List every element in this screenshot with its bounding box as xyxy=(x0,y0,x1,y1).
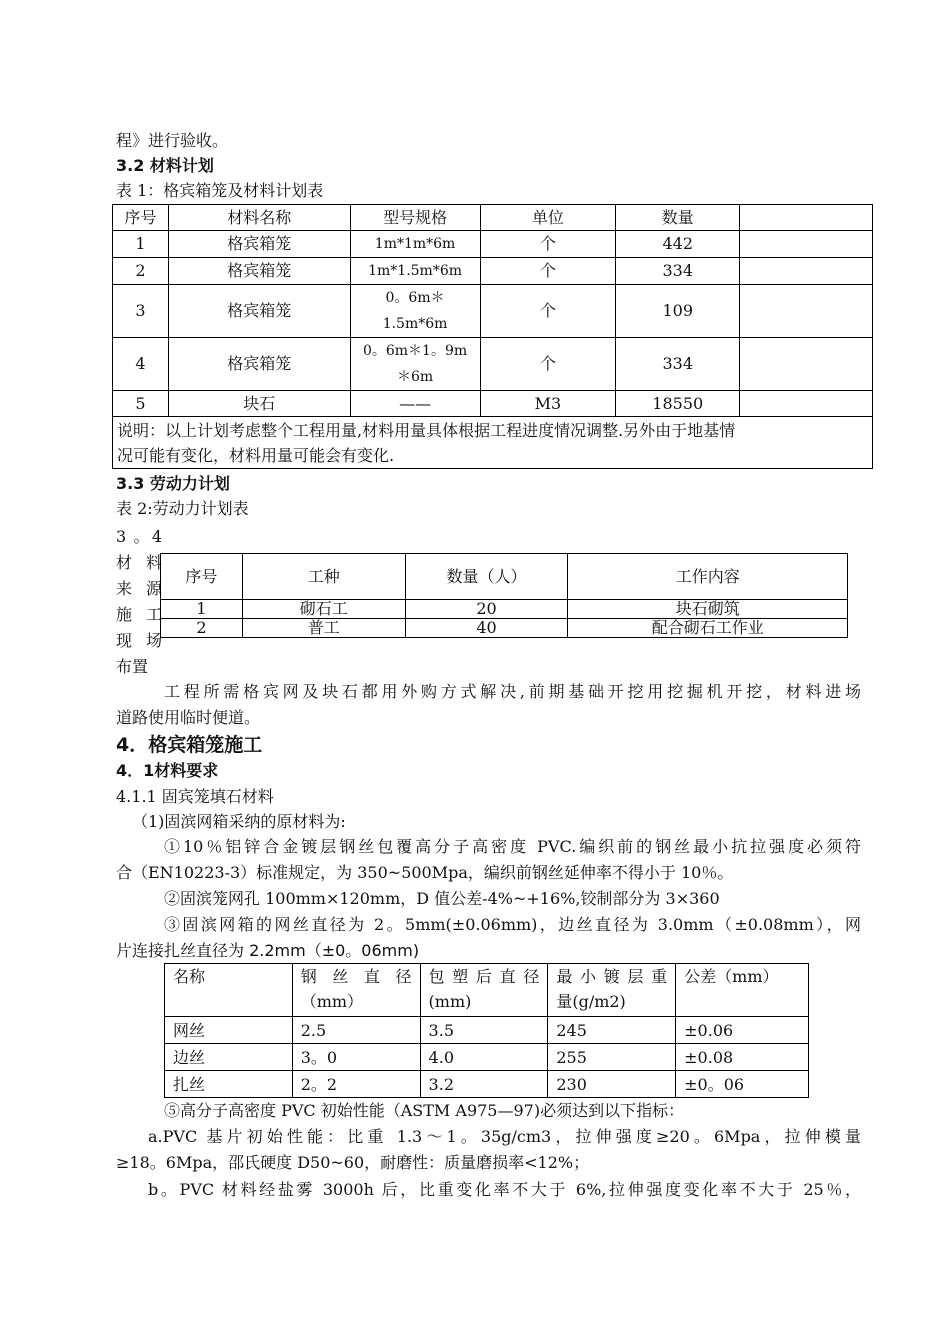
cell-coated-diameter: 3.5 xyxy=(420,1017,548,1044)
table-row xyxy=(165,1071,809,1098)
cell-count: 20 xyxy=(405,600,568,619)
side-line: 来 源 xyxy=(116,579,162,598)
cell-spec xyxy=(350,338,480,391)
header-cell: 型号规格 xyxy=(350,205,480,231)
cell-spec: 1m*1.5m*6m xyxy=(350,258,480,285)
header-cell: 序号 xyxy=(161,554,243,600)
para-line: 合（EN10223-3）标准规定，为 350~500Mpa，编织前钢丝延伸率不得小于 10％。 xyxy=(116,863,734,882)
cell-no: 4 xyxy=(113,338,169,391)
cell-spec xyxy=(350,285,480,338)
cell-coating-weight: 245 xyxy=(548,1017,676,1044)
cell-empty xyxy=(740,338,873,391)
cell-empty xyxy=(740,231,873,258)
cell-type: 普工 xyxy=(242,619,405,638)
cell-no: 5 xyxy=(113,391,169,417)
header-line: 包塑后直径 xyxy=(428,967,540,986)
cell-coating-weight: 255 xyxy=(548,1044,676,1071)
table-row xyxy=(161,600,848,619)
cell-empty xyxy=(740,285,873,338)
cell-tolerance: ±0。06 xyxy=(676,1071,809,1098)
requirement-5: ⑤高分子高密度 PVC 初始性能（ASTM A975—97)必须达到以下指标： xyxy=(164,1101,685,1120)
requirement-1 xyxy=(116,834,861,886)
cell-qty: 442 xyxy=(616,231,740,258)
cell-no: 3 xyxy=(113,285,169,338)
section-3-3-heading: 3.3 劳动力计划 xyxy=(116,474,230,493)
table-row xyxy=(113,338,873,391)
table-header-row xyxy=(161,554,848,600)
spec-line: ＊6m xyxy=(396,369,434,385)
cell-unit: 个 xyxy=(480,231,616,258)
para-line: ≥18。6Mpa，邵氏硬度 D50~60，耐磨性：质量磨损率<12%； xyxy=(116,1153,590,1172)
cell-tolerance: ±0.06 xyxy=(676,1017,809,1044)
note-line: 况可能有变化，材料用量可能会有变化. xyxy=(117,445,395,465)
header-cell xyxy=(420,964,548,1017)
para-line: 工程所需格宾网及块石都用外购方式解决,前期基础开挖用挖掘机开挖，材料进场 xyxy=(164,682,861,701)
cell-wire-diameter: 3。0 xyxy=(292,1044,420,1071)
table-header-row xyxy=(113,205,873,231)
requirement-2: ②固滨笼网孔 100mm×120mm，D 值公差-4%~+16%,铰制部分为 3×360 xyxy=(164,889,720,908)
para-line: ③固滨网箱的网丝直径为 2。5mm(±0.06mm)，边丝直径为 3.0mm（±0.08mm），网 xyxy=(164,915,861,934)
cell-work: 块石砌筑 xyxy=(568,600,848,619)
section-4-1-1-heading: 4.1.1 固宾笼填石材料 xyxy=(116,787,274,806)
cell-name: 网丝 xyxy=(165,1017,293,1044)
table-row xyxy=(113,285,873,338)
para-line: 道路使用临时便道。 xyxy=(116,708,261,727)
cell-name: 格宾箱笼 xyxy=(168,231,350,258)
table-header-row xyxy=(165,964,809,1017)
header-cell: 名称 xyxy=(165,964,293,1017)
cell-name: 扎丝 xyxy=(165,1071,293,1098)
cell-coated-diameter: 3.2 xyxy=(420,1071,548,1098)
table1-caption: 表 1：格宾箱笼及材料计划表 xyxy=(116,181,324,200)
table2-caption: 表 2:劳动力计划表 xyxy=(116,499,249,518)
header-line: 钢 丝 直 径 xyxy=(300,967,412,986)
side-line: 现 场 xyxy=(116,631,162,650)
item-1-text: （1)固滨网箱采纳的原材料为: xyxy=(132,812,346,831)
cell-tolerance: ±0.08 xyxy=(676,1044,809,1071)
cell-coating-weight: 230 xyxy=(548,1071,676,1098)
header-cell: 单位 xyxy=(480,205,616,231)
cell-empty xyxy=(740,258,873,285)
spec-line: 0。6m＊1。9m xyxy=(362,343,468,359)
cell-wire-diameter: 2。2 xyxy=(292,1071,420,1098)
header-cell: 工作内容 xyxy=(568,554,848,600)
header-line: 量(g/m2) xyxy=(556,992,626,1011)
cell-unit: 个 xyxy=(480,258,616,285)
header-cell: 数量（人） xyxy=(405,554,568,600)
header-cell xyxy=(740,205,873,231)
cell-name: 格宾箱笼 xyxy=(168,258,350,285)
cell-wire-diameter: 2.5 xyxy=(292,1017,420,1044)
para-line: b。PVC 材料经盐雾 3000h 后，比重变化率不大于 6%,拉伸强度变化率不大于 25％， xyxy=(148,1180,861,1199)
table-row xyxy=(113,258,873,285)
labor-plan-table xyxy=(160,553,848,638)
cell-no: 2 xyxy=(161,619,243,638)
cell-no: 1 xyxy=(113,231,169,258)
table-row xyxy=(113,391,873,417)
cell-qty: 334 xyxy=(616,258,740,285)
header-line: （mm） xyxy=(300,992,364,1011)
header-cell: 公差（mm） xyxy=(676,964,809,1017)
cell-unit: 个 xyxy=(480,338,616,391)
header-line: 最小镀层重 xyxy=(556,967,668,986)
continuation-line: 程》进行验收。 xyxy=(116,131,229,150)
side-line: 布置 xyxy=(116,657,149,676)
cell-name: 边丝 xyxy=(165,1044,293,1071)
para-line: ①10％铝锌合金镀层钢丝包覆高分子高密度 PVC.编织前的钢丝最小抗拉强度必须符 xyxy=(164,837,861,856)
note-line: 说明：以上计划考虑整个工程用量,材料用量具体根据工程进度情况调整.另外由于地基情 xyxy=(117,420,736,440)
cell-name: 格宾箱笼 xyxy=(168,285,350,338)
cell-no: 2 xyxy=(113,258,169,285)
section-4-1-heading: 4．1材料要求 xyxy=(116,761,219,780)
cell-empty xyxy=(740,391,873,417)
requirement-3 xyxy=(116,912,861,964)
cell-count: 40 xyxy=(405,619,568,638)
cell-name: 块石 xyxy=(168,391,350,417)
cell-qty: 109 xyxy=(616,285,740,338)
cell-spec: 1m*1m*6m xyxy=(350,231,480,258)
header-cell: 材料名称 xyxy=(168,205,350,231)
cell-coated-diameter: 4.0 xyxy=(420,1044,548,1071)
header-cell xyxy=(292,964,420,1017)
cell-no: 1 xyxy=(161,600,243,619)
header-cell: 工种 xyxy=(242,554,405,600)
table-note xyxy=(113,417,873,469)
spec-line: 0。6m＊ xyxy=(385,290,445,306)
cell-unit: 个 xyxy=(480,285,616,338)
pvc-initial-properties xyxy=(116,1124,861,1176)
materials-paragraph xyxy=(116,679,861,731)
table-row xyxy=(165,1017,809,1044)
section-3-2-heading: 3.2 材料计划 xyxy=(116,156,214,175)
cell-spec: —— xyxy=(350,391,480,417)
header-cell: 数量 xyxy=(616,205,740,231)
para-line: 片连接扎丝直径为 2.2mm（±0。06mm) xyxy=(116,941,420,960)
header-cell: 序号 xyxy=(113,205,169,231)
cell-qty: 18550 xyxy=(616,391,740,417)
table-row xyxy=(165,1044,809,1071)
pvc-salt-spray xyxy=(116,1177,861,1203)
para-line: a.PVC 基片初始性能：比重 1.3～1。35g/cm3，拉伸强度≥20。6Mpa，拉伸模量 xyxy=(148,1127,861,1146)
side-line: 施 工 xyxy=(116,605,162,624)
table-note-row xyxy=(113,417,873,469)
table-row xyxy=(113,231,873,258)
cell-qty: 334 xyxy=(616,338,740,391)
material-plan-table xyxy=(112,204,873,469)
wire-spec-table xyxy=(164,963,809,1098)
side-text xyxy=(116,524,162,680)
cell-name: 格宾箱笼 xyxy=(168,338,350,391)
header-line: (mm) xyxy=(428,992,472,1011)
spec-line: 1.5m*6m xyxy=(382,316,448,332)
cell-unit: M3 xyxy=(480,391,616,417)
header-cell xyxy=(548,964,676,1017)
cell-type: 砌石工 xyxy=(242,600,405,619)
table-row xyxy=(161,619,848,638)
cell-work: 配合砌石工作业 xyxy=(568,619,848,638)
section-4-heading: 4．格宾箱笼施工 xyxy=(116,734,263,756)
side-line: 材 料 xyxy=(116,553,162,572)
side-line: 3 。4 xyxy=(116,527,162,546)
